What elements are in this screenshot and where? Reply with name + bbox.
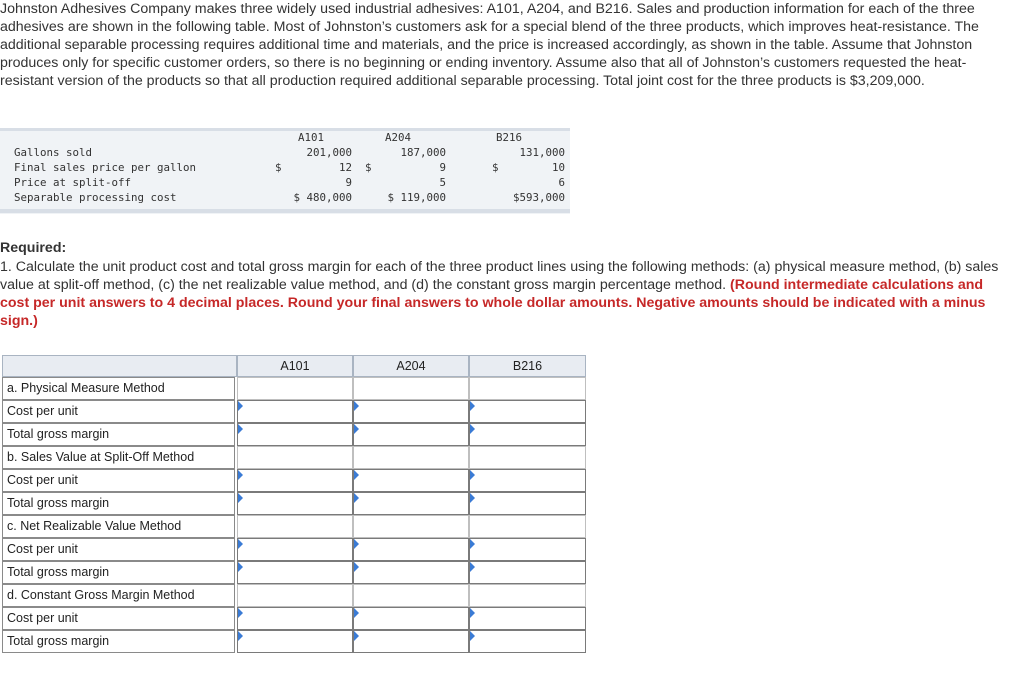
dollar-sign: $ xyxy=(492,161,499,174)
input-marker-icon xyxy=(354,608,359,618)
answer-input[interactable] xyxy=(238,539,352,560)
section-blank-cell xyxy=(237,584,353,607)
table-row xyxy=(0,190,570,205)
answer-cell[interactable] xyxy=(469,400,586,423)
table-cell: $ 119,000 xyxy=(387,191,446,204)
table-cell: $593,000 xyxy=(512,191,565,204)
answer-input[interactable] xyxy=(470,424,585,445)
answer-input[interactable] xyxy=(238,470,352,491)
method-section-label: a. Physical Measure Method xyxy=(2,377,235,400)
input-marker-icon xyxy=(470,631,475,641)
rounding-note: (Round intermediate calculations and cost per unit answers to 4 decimal places. Round your final answers to whole dollar amounts. Negative amounts should be indicated with a minus sign.) xyxy=(0,277,986,329)
answer-row-label: Total gross margin xyxy=(2,561,235,584)
answer-row-label: Total gross margin xyxy=(2,423,235,446)
answer-input[interactable] xyxy=(470,562,585,583)
answer-cell[interactable] xyxy=(353,423,469,446)
answer-col-header: B216 xyxy=(469,355,586,377)
table-cell: 201,000 xyxy=(306,146,352,159)
answer-input[interactable] xyxy=(470,608,585,629)
answer-input[interactable] xyxy=(354,562,468,583)
input-marker-icon xyxy=(238,493,243,503)
input-marker-icon xyxy=(470,539,475,549)
section-blank-cell xyxy=(353,446,469,469)
answer-cell[interactable] xyxy=(469,607,586,630)
answer-cell[interactable] xyxy=(353,630,469,653)
answer-input[interactable] xyxy=(238,424,352,445)
answer-input[interactable] xyxy=(354,631,468,652)
answer-cell[interactable] xyxy=(469,423,586,446)
answer-cell[interactable] xyxy=(469,492,586,515)
answer-row-label: Total gross margin xyxy=(2,492,235,515)
answer-input[interactable] xyxy=(354,401,468,422)
input-marker-icon xyxy=(354,470,359,480)
section-blank-cell xyxy=(469,515,586,538)
table-cell: 187,000 xyxy=(400,146,446,159)
input-marker-icon xyxy=(354,401,359,411)
table-cell: $ 480,000 xyxy=(293,191,352,204)
answer-row-label: Cost per unit xyxy=(2,400,235,423)
answer-input[interactable] xyxy=(470,631,585,652)
answer-col-header: A101 xyxy=(237,355,353,377)
answer-cell[interactable] xyxy=(353,400,469,423)
input-marker-icon xyxy=(238,562,243,572)
answer-cell[interactable] xyxy=(237,538,353,561)
answer-input[interactable] xyxy=(354,539,468,560)
answer-table xyxy=(2,355,586,655)
section-blank-cell xyxy=(469,446,586,469)
answer-cell[interactable] xyxy=(237,400,353,423)
required-heading: Required: xyxy=(0,240,67,256)
input-marker-icon xyxy=(470,424,475,434)
input-marker-icon xyxy=(238,539,243,549)
answer-input[interactable] xyxy=(354,493,468,514)
input-marker-icon xyxy=(470,562,475,572)
input-marker-icon xyxy=(354,562,359,572)
row-label: Price at split-off xyxy=(14,176,132,189)
input-marker-icon xyxy=(238,401,243,411)
section-blank-cell xyxy=(469,584,586,607)
col-header: B216 xyxy=(496,131,523,144)
row-label: Separable processing cost xyxy=(14,191,177,204)
dollar-sign: $ xyxy=(275,161,282,174)
table-cell: 12 xyxy=(338,161,352,174)
answer-cell[interactable] xyxy=(469,469,586,492)
col-header: A101 xyxy=(298,131,325,144)
table-cell: 9 xyxy=(345,176,352,189)
required-body: 1. Calculate the unit product cost and total gross margin for each of the three product lines using the following methods: (a) physical measure method, (b) sales value at split-off method, (c) the net realizable value method, and (d) the constant gross margin percentage method. xyxy=(0,259,999,293)
answer-cell[interactable] xyxy=(237,423,353,446)
section-blank-cell xyxy=(353,515,469,538)
data-table xyxy=(0,128,570,214)
method-section-label: d. Constant Gross Margin Method xyxy=(2,584,235,607)
input-marker-icon xyxy=(354,424,359,434)
answer-input[interactable] xyxy=(238,608,352,629)
input-marker-icon xyxy=(470,608,475,618)
answer-cell[interactable] xyxy=(353,561,469,584)
section-blank-cell xyxy=(237,446,353,469)
table-cell: 10 xyxy=(551,161,565,174)
input-marker-icon xyxy=(238,631,243,641)
table-cell: 5 xyxy=(439,176,446,189)
row-label: Gallons sold xyxy=(14,146,93,159)
answer-input[interactable] xyxy=(354,424,468,445)
table-row xyxy=(0,145,570,160)
table-header-row xyxy=(0,130,570,145)
answer-row-label: Cost per unit xyxy=(2,469,235,492)
method-section-label: b. Sales Value at Split-Off Method xyxy=(2,446,235,469)
input-marker-icon xyxy=(470,401,475,411)
section-blank-cell xyxy=(353,377,469,400)
answer-input[interactable] xyxy=(470,470,585,491)
answer-input[interactable] xyxy=(238,631,352,652)
answer-cell[interactable] xyxy=(237,469,353,492)
answer-cell[interactable] xyxy=(353,607,469,630)
row-label: Final sales price per gallon xyxy=(14,161,197,174)
answer-col-header: A204 xyxy=(353,355,469,377)
answer-input[interactable] xyxy=(238,562,352,583)
input-marker-icon xyxy=(470,493,475,503)
table-row xyxy=(0,160,570,175)
answer-input[interactable] xyxy=(470,493,585,514)
answer-cell[interactable] xyxy=(469,561,586,584)
answer-cell[interactable] xyxy=(353,538,469,561)
table-row xyxy=(0,175,570,190)
problem-intro: Johnston Adhesives Company makes three widely used industrial adhesives: A101, A204, and B216. Sales and production information for each of the three adhesives are shown in the following table. Most of Johnston’s customers ask for a special blend of the three products, which improves heat-resistance. The additional separable processing requires additional time and materials, and the price is increased accordingly, as shown in the table. Assume that Johnston produces only for specific customer orders, so there is no beginning or ending inventory. Assume also that all of Johnston’s customers requested the heat-resistant version of the products so that all production required additional separable processing. Total joint cost for the three products is $3,209,000. xyxy=(0,1,979,89)
answer-input[interactable] xyxy=(354,608,468,629)
answer-row-label: Cost per unit xyxy=(2,607,235,630)
answer-cell[interactable] xyxy=(469,630,586,653)
input-marker-icon xyxy=(238,424,243,434)
input-marker-icon xyxy=(354,493,359,503)
input-marker-icon xyxy=(354,631,359,641)
answer-input[interactable] xyxy=(470,401,585,422)
answer-cell[interactable] xyxy=(237,492,353,515)
table-cell: 131,000 xyxy=(519,146,565,159)
section-blank-cell xyxy=(237,377,353,400)
header-blank-cell xyxy=(2,355,237,377)
section-blank-cell xyxy=(353,584,469,607)
answer-cell[interactable] xyxy=(353,492,469,515)
table-cell: 9 xyxy=(439,161,446,174)
answer-cell[interactable] xyxy=(237,607,353,630)
answer-row-label: Cost per unit xyxy=(2,538,235,561)
table-bottom-border xyxy=(0,209,570,213)
answer-cell[interactable] xyxy=(237,561,353,584)
answer-cell[interactable] xyxy=(237,630,353,653)
dollar-sign: $ xyxy=(365,161,372,174)
col-header: A204 xyxy=(385,131,412,144)
input-marker-icon xyxy=(238,608,243,618)
table-cell: 6 xyxy=(558,176,565,189)
section-blank-cell xyxy=(469,377,586,400)
answer-input[interactable] xyxy=(238,401,352,422)
method-section-label: c. Net Realizable Value Method xyxy=(2,515,235,538)
answer-input[interactable] xyxy=(354,470,468,491)
input-marker-icon xyxy=(238,470,243,480)
answer-cell[interactable] xyxy=(353,469,469,492)
input-marker-icon xyxy=(470,470,475,480)
answer-cell[interactable] xyxy=(469,538,586,561)
input-marker-icon xyxy=(354,539,359,549)
required-instructions xyxy=(0,258,1005,330)
answer-row-label: Total gross margin xyxy=(2,630,235,653)
section-blank-cell xyxy=(237,515,353,538)
answer-input[interactable] xyxy=(470,539,585,560)
answer-input[interactable] xyxy=(238,493,352,514)
